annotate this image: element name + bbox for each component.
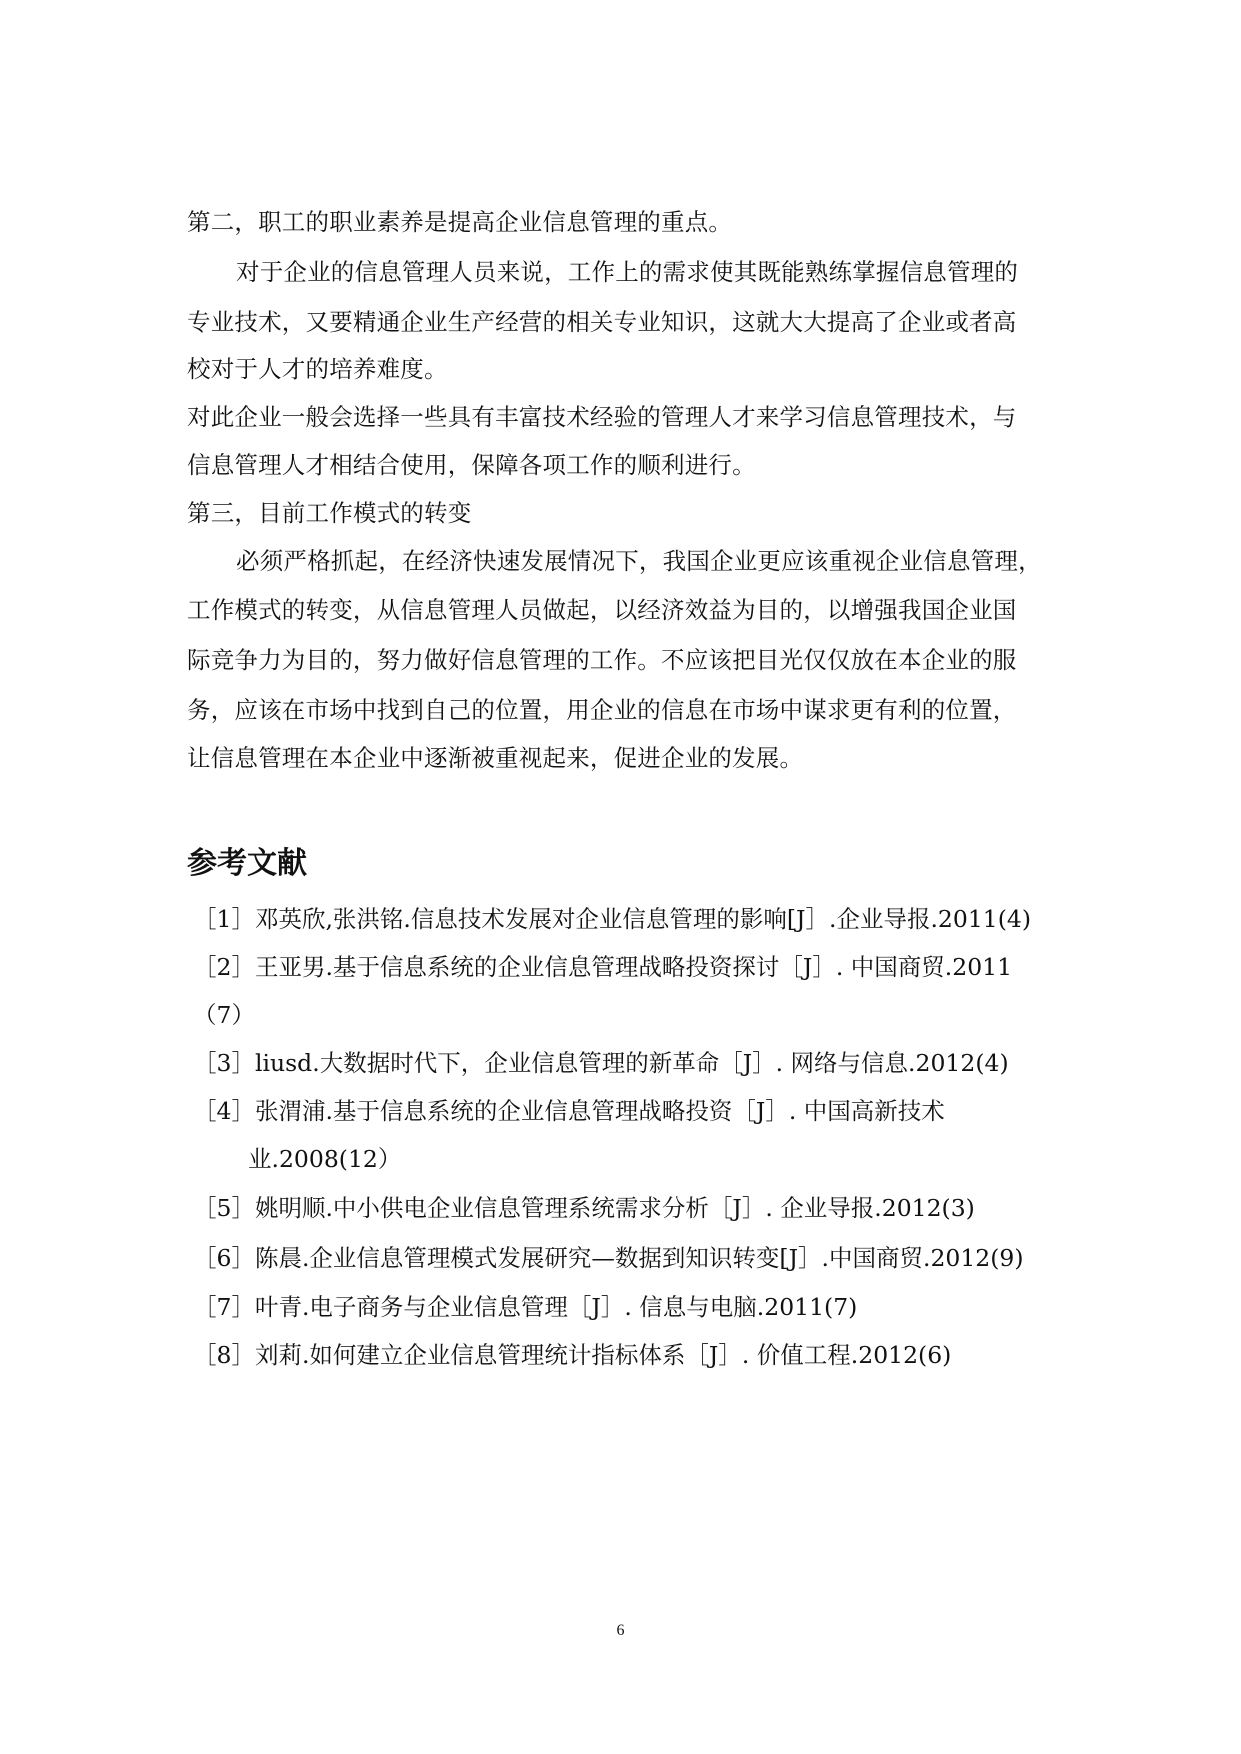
paragraph-line: 际竞争力为目的，努力做好信息管理的工作。不应该把目光仅仅放在本企业的服 <box>187 646 1017 674</box>
reference-item: ［4］张渭浦.基于信息系统的企业信息管理战略投资［J］. 中国高新技术 <box>193 1097 945 1125</box>
reference-item: ［6］陈晨.企业信息管理模式发展研究—数据到知识转变[J］.中国商贸.2012(9) <box>193 1244 1024 1272</box>
paragraph-line: 专业技术，又要精通企业生产经营的相关专业知识，这就大大提高了企业或者高 <box>187 308 1017 336</box>
paragraph-line: 第二，职工的职业素养是提高企业信息管理的重点。 <box>187 208 733 236</box>
reference-item: ［3］liusd.大数据时代下，企业信息管理的新革命［J］. 网络与信息.2012(4) <box>193 1049 1009 1077</box>
reference-item: ［1］邓英欣,张洪铭.信息技术发展对企业信息管理的影响[J］.企业导报.2011(4) <box>193 905 1032 933</box>
reference-item: ［2］王亚男.基于信息系统的企业信息管理战略投资探讨［J］. 中国商贸.2011 <box>193 953 1013 981</box>
references-heading: 参考文献 <box>187 846 307 881</box>
page-number: 6 <box>616 1622 625 1639</box>
reference-item-continuation: 业.2008(12） <box>248 1145 402 1173</box>
reference-item-continuation: （7） <box>193 1001 255 1029</box>
paragraph-line: 信息管理人才相结合使用，保障各项工作的顺利进行。 <box>187 451 756 479</box>
paragraph-line: 工作模式的转变，从信息管理人员做起，以经济效益为目的，以增强我国企业国 <box>187 596 1017 624</box>
paragraph-line: 对于企业的信息管理人员来说，工作上的需求使其既能熟练掌握信息管理的 <box>236 258 1019 286</box>
reference-item: ［8］刘莉.如何建立企业信息管理统计指标体系［J］. 价值工程.2012(6) <box>193 1341 952 1369</box>
reference-item: ［5］姚明顺.中小供电企业信息管理系统需求分析［J］. 企业导报.2012(3) <box>193 1194 975 1222</box>
paragraph-line: 第三，目前工作模式的转变 <box>187 499 472 527</box>
reference-item: ［7］叶青.电子商务与企业信息管理［J］. 信息与电脑.2011(7) <box>193 1293 858 1321</box>
paragraph-line: 务，应该在市场中找到自己的位置，用企业的信息在市场中谋求更有利的位置， <box>187 696 1017 724</box>
paragraph-line: 校对于人才的培养难度。 <box>187 355 448 383</box>
paragraph-line: 必须严格抓起，在经济快速发展情况下，我国企业更应该重视企业信息管理， <box>236 547 1042 575</box>
paragraph-line: 让信息管理在本企业中逐渐被重视起来，促进企业的发展。 <box>187 744 804 772</box>
paragraph-line: 对此企业一般会选择一些具有丰富技术经验的管理人才来学习信息管理技术，与 <box>187 403 1017 431</box>
